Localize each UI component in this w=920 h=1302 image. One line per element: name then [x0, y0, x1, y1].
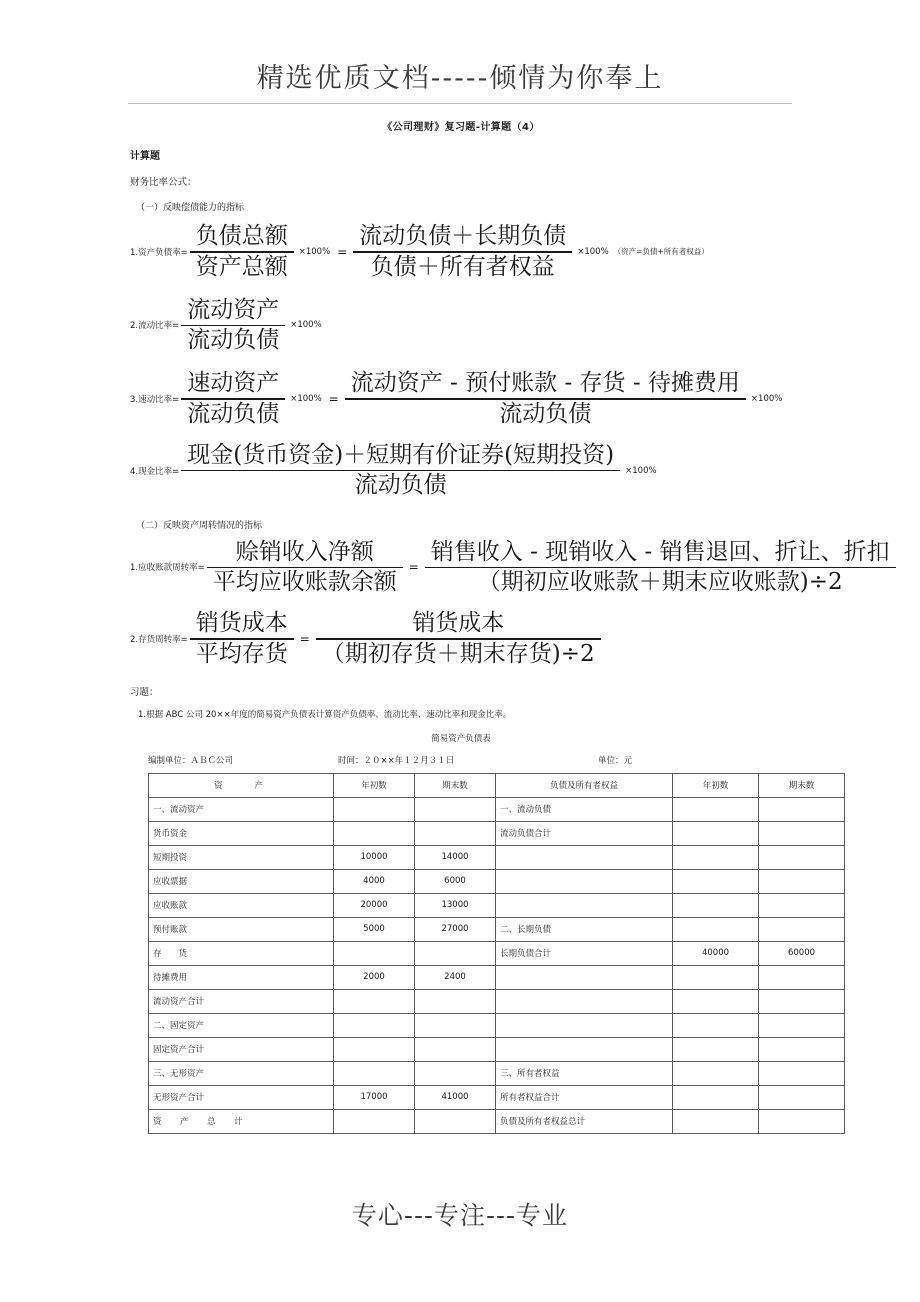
cell-liability-end — [759, 1061, 845, 1085]
table-row — [149, 1037, 845, 1061]
cell-liability-begin — [673, 1013, 759, 1037]
column-header-liabilities: 负债及所有者权益 — [496, 773, 673, 797]
formula-3-fraction-1 — [181, 370, 285, 428]
cell-liability-name: 负债及所有者权益总计 — [496, 1109, 673, 1133]
cell-liability-begin — [673, 869, 759, 893]
table-row — [149, 965, 845, 989]
cell-liability-name — [496, 869, 673, 893]
cell-asset-begin — [334, 1061, 415, 1085]
cell-asset-begin — [334, 1037, 415, 1061]
cell-asset-begin: 2000 — [334, 965, 415, 989]
formula-1-equals: = — [337, 244, 348, 259]
cell-liability-name: 一、流动负债 — [496, 797, 673, 821]
cell-asset-name: 应收账款 — [149, 893, 334, 917]
column-header-assets: 资 产 — [149, 773, 334, 797]
formula-1-denominator-1: 资产总额 — [195, 253, 288, 280]
formula-3-numerator-1: 速动资产 — [187, 370, 280, 397]
column-header-liab-end: 期末数 — [759, 773, 845, 797]
cell-asset-begin — [334, 821, 415, 845]
table-row — [149, 917, 845, 941]
formula-2-numerator-1: 流动资产 — [187, 296, 280, 323]
table-row — [149, 797, 845, 821]
cell-asset-name: 二、固定资产 — [149, 1013, 334, 1037]
cell-asset-name: 固定资产合计 — [149, 1037, 334, 1061]
cell-asset-end — [415, 941, 496, 965]
table-row — [149, 1013, 845, 1037]
formula-4-suffix-1: ×100% — [625, 465, 657, 476]
table-row — [149, 821, 845, 845]
formula-5-numerator-1: 赊销收入净额 — [235, 538, 374, 565]
cell-liability-begin — [673, 1061, 759, 1085]
cell-asset-name: 资 产 总 计 — [149, 1109, 334, 1133]
formula-3-suffix-2: ×100% — [750, 394, 783, 405]
cell-liability-end — [759, 893, 845, 917]
formula-1-fraction-1 — [190, 223, 294, 281]
cell-asset-end — [415, 989, 496, 1013]
group2-heading: （二）反映资产周转情况的指标 — [136, 520, 263, 531]
formula-4-numerator-1: 现金(货币资金)＋短期有价证券(短期投资) — [187, 441, 615, 468]
section-heading: 计算题 — [130, 151, 160, 162]
cell-asset-begin — [334, 797, 415, 821]
cell-liability-name: 流动负债合计 — [496, 821, 673, 845]
formula-6-denominator-2: （期初存货＋期末存货)÷2 — [321, 640, 595, 667]
cell-liability-end — [759, 965, 845, 989]
cell-liability-begin — [673, 965, 759, 989]
table-header-row — [149, 773, 845, 797]
cell-asset-begin — [334, 941, 415, 965]
formula-5-label: 1.应收账款周转率= — [130, 563, 205, 574]
formula-asset-liability-ratio — [130, 223, 792, 281]
cell-asset-begin: 10000 — [334, 845, 415, 869]
formula-6-numerator-1: 销货成本 — [195, 610, 288, 637]
cell-asset-begin: 20000 — [334, 893, 415, 917]
cell-asset-name: 一、流动资产 — [149, 797, 334, 821]
page-title: 《公司理财》复习题-计算题（4） — [382, 122, 540, 133]
formula-cash-ratio — [130, 442, 792, 500]
formula-5-denominator-2: （期初应收账款＋期末应收账款)÷2 — [477, 569, 843, 596]
formula-1-label: 1.资产负债率= — [130, 247, 188, 258]
meta-unit: 编制单位：ＡＢＣ公司 — [148, 755, 234, 766]
table-row — [149, 1085, 845, 1109]
cell-liability-end — [759, 1085, 845, 1109]
formula-3-denominator-1: 流动负债 — [187, 400, 280, 427]
cell-liability-begin — [673, 989, 759, 1013]
cell-liability-end — [759, 917, 845, 941]
formula-3-fraction-2 — [345, 370, 746, 428]
cell-liability-begin — [673, 893, 759, 917]
cell-liability-begin — [673, 1085, 759, 1109]
formula-2-suffix-1: ×100% — [290, 320, 322, 331]
watermark-footer: 专心---专注---专业 — [351, 1201, 569, 1230]
cell-asset-end: 13000 — [415, 893, 496, 917]
table-row — [149, 869, 845, 893]
table-row — [149, 845, 845, 869]
cell-liability-name — [496, 893, 673, 917]
cell-asset-name: 流动资产合计 — [149, 989, 334, 1013]
formula-quick-ratio — [130, 370, 792, 428]
formula-4-fraction-1 — [181, 442, 620, 500]
formula-current-ratio — [130, 297, 792, 355]
watermark-header: 精选优质文档-----倾情为你奉上 — [256, 63, 664, 94]
formula-6-fraction-2 — [316, 610, 601, 668]
formula-5-numerator-2: 销售收入 - 现销收入 - 销售退回、折让、折扣 — [430, 538, 890, 565]
cell-liability-name — [496, 989, 673, 1013]
exercise-label: 习题： — [130, 686, 159, 698]
formula-inventory-turnover — [130, 610, 792, 668]
formula-1-note: （资产=负债+所有者权益） — [613, 247, 709, 257]
formula-3-equals: = — [328, 392, 339, 407]
formula-6-equals: = — [299, 632, 310, 647]
formula-2-denominator-1: 流动负债 — [187, 327, 280, 354]
formula-1-numerator-1: 负债总额 — [195, 223, 288, 249]
cell-asset-end — [415, 1061, 496, 1085]
formula-2-fraction-1 — [181, 297, 285, 355]
cell-liability-begin — [673, 1109, 759, 1133]
cell-liability-end — [759, 1013, 845, 1037]
cell-liability-begin — [673, 917, 759, 941]
cell-liability-begin — [673, 797, 759, 821]
cell-asset-end — [415, 1037, 496, 1061]
column-header-asset-end: 期末数 — [415, 773, 496, 797]
cell-asset-begin — [334, 1013, 415, 1037]
formula-6-fraction-1 — [190, 610, 294, 668]
balance-sheet-table — [148, 773, 845, 1134]
cell-asset-end: 27000 — [415, 917, 496, 941]
cell-asset-end — [415, 797, 496, 821]
cell-asset-name: 存 货 — [149, 941, 334, 965]
cell-asset-name: 货币资金 — [149, 821, 334, 845]
cell-asset-begin: 5000 — [334, 917, 415, 941]
formula-1-suffix-2: ×100% — [577, 246, 609, 257]
cell-asset-name: 三、无形资产 — [149, 1061, 334, 1085]
cell-liability-begin — [673, 821, 759, 845]
cell-liability-end: 60000 — [759, 941, 845, 965]
cell-liability-end — [759, 845, 845, 869]
formula-3-numerator-2: 流动资产 - 预付账款 - 存货 - 待摊费用 — [350, 370, 740, 397]
cell-liability-name — [496, 965, 673, 989]
formula-3-label: 3.速动比率= — [130, 395, 180, 406]
cell-asset-begin: 4000 — [334, 869, 415, 893]
cell-asset-name: 无形资产合计 — [149, 1085, 334, 1109]
cell-liability-end — [759, 797, 845, 821]
cell-asset-name: 预付账款 — [149, 917, 334, 941]
table-row — [149, 941, 845, 965]
table-row — [149, 989, 845, 1013]
document-content — [130, 118, 890, 1134]
cell-asset-end: 14000 — [415, 845, 496, 869]
formula-receivables-turnover — [130, 538, 890, 597]
formula-intro: 财务比率公式： — [130, 177, 197, 188]
formula-1-numerator-2: 流动负债＋长期负债 — [359, 223, 567, 249]
table-row — [149, 893, 845, 917]
cell-liability-end — [759, 869, 845, 893]
column-header-asset-begin: 年初数 — [334, 773, 415, 797]
formula-1-suffix-1: ×100% — [298, 246, 331, 257]
cell-asset-end — [415, 821, 496, 845]
cell-liability-name — [496, 1037, 673, 1061]
header-divider — [128, 103, 792, 104]
formula-5-denominator-1: 平均应收账款余额 — [212, 569, 397, 596]
cell-asset-end: 41000 — [415, 1085, 496, 1109]
cell-liability-name: 二、长期负债 — [496, 917, 673, 941]
table-row — [149, 1061, 845, 1085]
cell-asset-name: 应收票据 — [149, 869, 334, 893]
cell-liability-begin: 40000 — [673, 941, 759, 965]
formula-4-denominator-1: 流动负债 — [354, 472, 447, 499]
formula-3-denominator-2: 流动负债 — [499, 400, 592, 427]
group1-heading: （一）反映偿债能力的指标 — [136, 203, 245, 213]
cell-asset-end: 6000 — [415, 869, 496, 893]
cell-liability-end — [759, 1109, 845, 1133]
cell-liability-begin — [673, 845, 759, 869]
formula-5-fraction-1 — [207, 539, 403, 597]
cell-liability-name — [496, 845, 673, 869]
cell-liability-end — [759, 821, 845, 845]
cell-liability-name: 长期负债合计 — [496, 941, 673, 965]
formula-6-label: 2.存货周转率= — [130, 635, 188, 646]
cell-liability-name: 所有者权益合计 — [496, 1085, 673, 1109]
cell-asset-begin — [334, 1109, 415, 1133]
cell-asset-name: 短期投资 — [149, 845, 334, 869]
meta-time: 时间：２０××年１２月３１日 — [338, 755, 455, 766]
formula-2-label: 2.流动比率= — [130, 321, 180, 332]
cell-asset-name: 待摊费用 — [149, 965, 334, 989]
cell-liability-name — [496, 1013, 673, 1037]
formula-6-denominator-1: 平均存货 — [195, 640, 288, 667]
formula-5-fraction-2 — [425, 539, 896, 597]
meta-currency: 单位：元 — [598, 755, 633, 766]
table-title: 简易资产负债表 — [431, 733, 491, 744]
formula-5-equals: = — [408, 560, 419, 575]
cell-asset-begin — [334, 989, 415, 1013]
table-meta — [130, 754, 792, 766]
cell-liability-name: 三、所有者权益 — [496, 1061, 673, 1085]
formula-1-denominator-2: 负债＋所有者权益 — [370, 253, 555, 280]
formula-1-fraction-2 — [353, 223, 572, 281]
cell-liability-end — [759, 1037, 845, 1061]
formula-3-suffix-1: ×100% — [290, 394, 322, 405]
cell-liability-end — [759, 989, 845, 1013]
formula-6-numerator-2: 销货成本 — [412, 610, 505, 637]
exercise-item-1: 1.根据 ABC 公司 20××年度的简易资产负债表计算资产负债率、流动比率、速动比率和现金比率。 — [138, 709, 512, 720]
cell-asset-begin: 17000 — [334, 1085, 415, 1109]
cell-liability-begin — [673, 1037, 759, 1061]
column-header-liab-begin: 年初数 — [673, 773, 759, 797]
table-row — [149, 1109, 845, 1133]
cell-asset-end — [415, 1109, 496, 1133]
cell-asset-end — [415, 1013, 496, 1037]
cell-asset-end: 2400 — [415, 965, 496, 989]
formula-4-label: 4.现金比率= — [130, 466, 180, 477]
